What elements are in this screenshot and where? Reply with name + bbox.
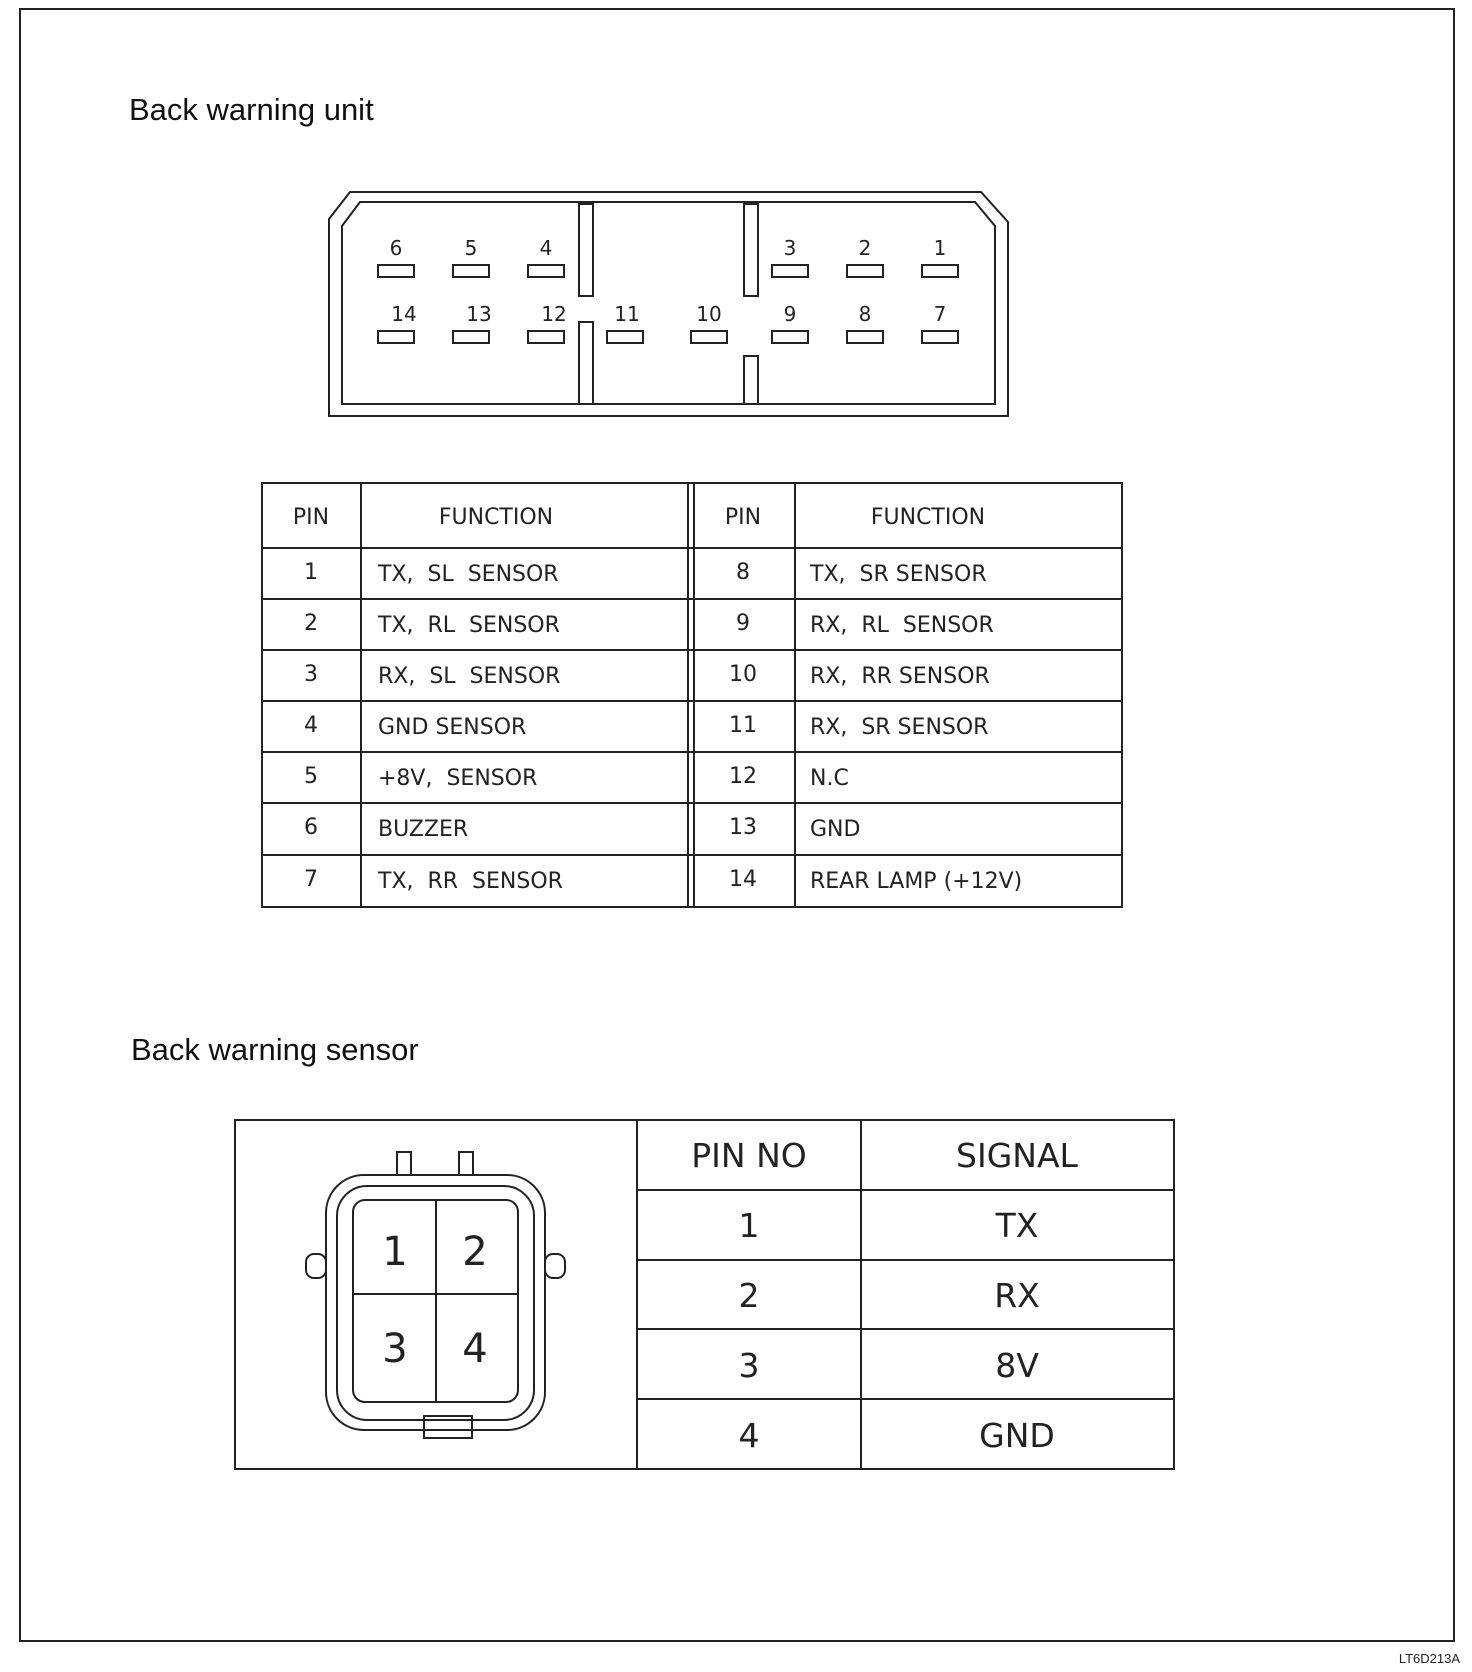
table-cell-signal: GND: [979, 1416, 1055, 1455]
table-cell-pin: 2: [738, 1276, 760, 1315]
table-header: FUNCTION: [438, 505, 554, 530]
unit-pin-label: 12: [541, 302, 567, 326]
table-cell-pin: 10: [729, 662, 757, 687]
table-cell-function: TX, RR SENSOR: [378, 869, 563, 894]
table-cell-signal: 8V: [995, 1346, 1039, 1385]
unit-pin-label: 10: [696, 302, 722, 326]
table-cell-pin: 1: [304, 560, 318, 585]
document-code: LT6D213A: [1398, 1651, 1460, 1666]
unit-pin-label: 8: [858, 302, 872, 326]
unit-pin-label: 4: [539, 236, 553, 260]
unit-pin-label: 3: [783, 236, 797, 260]
table-cell-function: REAR LAMP (+12V): [810, 869, 1023, 894]
sensor-section-title: Back warning sensor: [131, 1032, 419, 1067]
table-cell-function: TX, RL SENSOR: [378, 613, 560, 638]
table-cell-pin: 8: [736, 560, 750, 585]
table-cell-pin: 14: [729, 867, 757, 892]
table-cell-pin: 7: [304, 867, 318, 892]
table-header: SIGNAL: [956, 1136, 1078, 1175]
unit-pin-label: 6: [389, 236, 403, 260]
table-header: PIN NO: [691, 1136, 807, 1175]
table-cell-pin: 13: [729, 815, 757, 840]
unit-pin-label: 1: [933, 236, 947, 260]
table-cell-pin: 5: [304, 764, 318, 789]
sensor-pin-label: 1: [382, 1229, 408, 1275]
unit-pin-label: 11: [614, 302, 640, 326]
table-cell-signal: RX: [994, 1276, 1040, 1315]
table-cell-function: RX, RL SENSOR: [810, 613, 994, 638]
table-cell-pin: 3: [738, 1346, 760, 1385]
table-cell-function: BUZZER: [378, 817, 469, 842]
table-cell-function: GND SENSOR: [378, 715, 527, 740]
table-cell-pin: 11: [729, 713, 757, 738]
table-cell-pin: 4: [738, 1416, 760, 1455]
unit-section-title: Back warning unit: [129, 92, 374, 127]
table-cell-signal: TX: [995, 1206, 1039, 1245]
unit-pin-label: 2: [858, 236, 872, 260]
table-header: PIN: [724, 505, 762, 530]
table-header: FUNCTION: [870, 505, 986, 530]
table-cell-pin: 2: [304, 611, 318, 636]
table-cell-pin: 6: [304, 815, 318, 840]
sensor-pin-table: [691, 1136, 1078, 1455]
table-cell-pin: 9: [736, 611, 750, 636]
sensor-pin-label: 3: [382, 1326, 408, 1372]
table-cell-function: N.C: [810, 766, 849, 791]
unit-pin-table: [262, 483, 1122, 907]
table-cell-pin: 12: [729, 764, 757, 789]
table-header: PIN: [292, 505, 330, 530]
unit-pin-label: 14: [391, 302, 417, 326]
sensor-connector: [306, 1152, 565, 1438]
unit-pin-label: 7: [933, 302, 947, 326]
table-cell-function: TX, SL SENSOR: [378, 562, 559, 587]
table-cell-function: TX, SR SENSOR: [810, 562, 987, 587]
table-cell-function: RX, SR SENSOR: [810, 715, 989, 740]
table-cell-function: RX, RR SENSOR: [810, 664, 990, 689]
unit-pin-label: 5: [464, 236, 478, 260]
table-cell-pin: 3: [304, 662, 318, 687]
table-cell-function: GND: [810, 817, 861, 842]
table-cell-function: +8V, SENSOR: [378, 766, 538, 791]
table-cell-function: RX, SL SENSOR: [378, 664, 561, 689]
sensor-pin-label: 2: [462, 1229, 488, 1275]
table-cell-pin: 1: [738, 1206, 760, 1245]
unit-pin-label: 9: [783, 302, 797, 326]
unit-connector: [329, 192, 1008, 416]
sensor-pin-label: 4: [462, 1326, 488, 1372]
unit-pin-label: 13: [466, 302, 492, 326]
table-cell-pin: 4: [304, 713, 318, 738]
